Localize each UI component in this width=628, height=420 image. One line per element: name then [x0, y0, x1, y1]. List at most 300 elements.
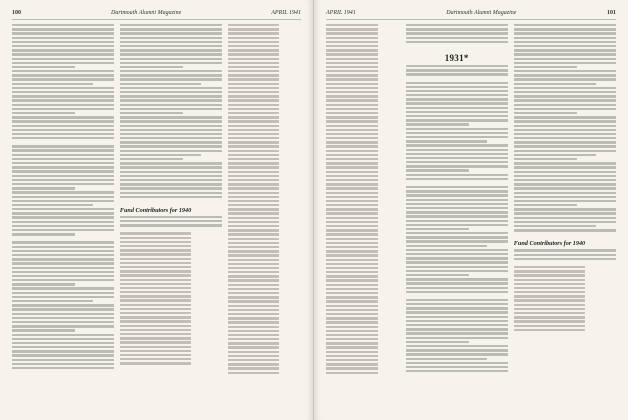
- text-line: [12, 329, 75, 331]
- name-list-line: [228, 250, 279, 252]
- text-line: [406, 107, 508, 109]
- text-line: [120, 137, 222, 139]
- name-list-line: [326, 250, 378, 252]
- name-list-line: [120, 358, 191, 360]
- name-list-line: [326, 246, 378, 248]
- right-running-head: [326, 10, 616, 20]
- text-line: [12, 28, 114, 30]
- name-list-line: [326, 279, 378, 281]
- text-line: [514, 129, 616, 131]
- text-line: [514, 32, 616, 34]
- name-list-line: [228, 288, 279, 290]
- name-list-line: [326, 271, 378, 273]
- name-list-line: [120, 346, 191, 348]
- text-line: [12, 74, 114, 76]
- name-list-line: [228, 372, 279, 374]
- name-list-line: [326, 284, 378, 286]
- text-line: [514, 41, 616, 43]
- text-line: [12, 275, 114, 277]
- name-list-line: [326, 267, 378, 269]
- text-line: [120, 141, 222, 143]
- text-line: [120, 187, 222, 189]
- name-list-line: [326, 196, 378, 198]
- name-list-line: [326, 342, 378, 344]
- name-list-line: [326, 112, 378, 114]
- name-list-line: [228, 351, 279, 353]
- text-line: [12, 258, 114, 260]
- name-list-line: [326, 150, 378, 152]
- text-line: [12, 91, 114, 93]
- name-list-line: [228, 24, 279, 26]
- name-list-line: [326, 70, 378, 72]
- text-line: [12, 350, 114, 352]
- text-line: [514, 229, 616, 231]
- text-line: [514, 154, 596, 156]
- name-list-line: [326, 259, 378, 261]
- text-line: [12, 233, 75, 235]
- text-line: [406, 316, 508, 318]
- name-list-line: [326, 212, 378, 214]
- text-line: [514, 175, 616, 177]
- text-line: [514, 133, 616, 135]
- text-line: [12, 166, 114, 168]
- name-list-line: [326, 367, 378, 369]
- name-list-line: [120, 354, 191, 356]
- text-line: [514, 183, 616, 185]
- name-list-line: [228, 37, 279, 39]
- text-line: [406, 190, 508, 192]
- name-list-line: [326, 58, 378, 60]
- text-line: [514, 62, 616, 64]
- text-line: [120, 91, 222, 93]
- name-list-line: [120, 341, 191, 343]
- right-column-1: [326, 24, 400, 412]
- name-list-line: [120, 253, 191, 255]
- name-list-line: [120, 283, 191, 285]
- text-line: [406, 144, 508, 146]
- name-list-line: [120, 308, 191, 310]
- name-list-line: [228, 355, 279, 357]
- name-list-line: [228, 317, 279, 319]
- text-line: [120, 125, 222, 127]
- name-list-line: [120, 350, 191, 352]
- name-list-line: [228, 158, 279, 160]
- name-list-line: [326, 187, 378, 189]
- text-line: [406, 94, 508, 96]
- name-list-line: [326, 171, 378, 173]
- name-list-line: [326, 120, 378, 122]
- text-line: [514, 120, 616, 122]
- name-list-line: [120, 295, 191, 297]
- text-line: [406, 215, 508, 217]
- text-line: [406, 203, 508, 205]
- text-line: [12, 317, 114, 319]
- name-list-line: [228, 141, 279, 143]
- text-line: [514, 171, 616, 173]
- text-line: [514, 192, 616, 194]
- name-list-line: [326, 305, 378, 307]
- name-list-line: [326, 83, 378, 85]
- name-list-line: [228, 49, 279, 51]
- text-line: [514, 200, 616, 202]
- name-list-line: [228, 53, 279, 55]
- name-list-line: [326, 91, 378, 93]
- name-list-line: [514, 325, 586, 327]
- text-line: [406, 123, 469, 125]
- text-line: [514, 217, 616, 219]
- paragraph-gap: [514, 233, 616, 237]
- left-running-date: APRIL 1941: [271, 10, 301, 16]
- text-line: [12, 120, 114, 122]
- text-line: [514, 104, 616, 106]
- name-list-line: [228, 74, 279, 76]
- text-line: [12, 78, 114, 80]
- name-list-line: [228, 342, 279, 344]
- text-line: [12, 279, 114, 281]
- text-line: [514, 87, 616, 89]
- text-line: [12, 149, 114, 151]
- right-page: [314, 0, 628, 420]
- text-line: [514, 162, 616, 164]
- name-list-line: [228, 192, 279, 194]
- name-list-line: [326, 300, 378, 302]
- name-list-line: [326, 225, 378, 227]
- text-line: [514, 166, 616, 168]
- text-line: [406, 291, 508, 293]
- name-list-line: [326, 108, 378, 110]
- text-line: [406, 24, 508, 26]
- text-line: [406, 211, 508, 213]
- name-list-line: [326, 62, 378, 64]
- name-list-line: [326, 338, 378, 340]
- text-line: [120, 171, 222, 173]
- text-line: [120, 53, 222, 55]
- name-list-line: [326, 363, 378, 365]
- text-line: [12, 359, 114, 361]
- text-line: [406, 82, 508, 84]
- text-line: [12, 45, 114, 47]
- name-list-line: [228, 284, 279, 286]
- text-line: [514, 95, 616, 97]
- text-line: [120, 28, 222, 30]
- name-list-line: [228, 367, 279, 369]
- name-list-line: [326, 309, 378, 311]
- text-line: [514, 254, 616, 256]
- name-list-line: [228, 120, 279, 122]
- name-list-line: [120, 325, 191, 327]
- name-list-line: [326, 275, 378, 277]
- name-list-line: [326, 317, 378, 319]
- text-line: [120, 179, 222, 181]
- name-list-line: [326, 87, 378, 89]
- text-line: [120, 32, 222, 34]
- name-list-line: [120, 287, 191, 289]
- text-line: [120, 216, 222, 218]
- text-line: [12, 175, 114, 177]
- name-list-line: [228, 221, 279, 223]
- name-list-line: [326, 28, 378, 30]
- name-list-line: [326, 326, 378, 328]
- name-list-line: [228, 263, 279, 265]
- text-line: [12, 145, 114, 147]
- text-line: [406, 328, 508, 330]
- text-line: [12, 32, 114, 34]
- text-line: [120, 183, 222, 185]
- name-list-line: [120, 258, 191, 260]
- text-line: [406, 270, 508, 272]
- name-list-line: [326, 355, 378, 357]
- text-line: [12, 363, 114, 365]
- paragraph-gap: [406, 45, 508, 49]
- text-line: [514, 66, 577, 68]
- name-list-line: [514, 279, 586, 281]
- name-list-line: [326, 192, 378, 194]
- fund-contributors-heading-left: Fund Contributors for 1940: [119, 206, 192, 214]
- text-line: [12, 216, 114, 218]
- name-list-line: [326, 254, 378, 256]
- name-list-line: [514, 291, 586, 293]
- text-line: [120, 83, 201, 85]
- text-line: [406, 149, 508, 151]
- text-line: [406, 132, 508, 134]
- text-line: [406, 358, 488, 360]
- text-line: [514, 108, 616, 110]
- text-line: [406, 178, 508, 180]
- text-line: [406, 111, 508, 113]
- text-line: [12, 58, 114, 60]
- text-line: [514, 49, 616, 51]
- text-line: [12, 338, 114, 340]
- text-line: [12, 116, 114, 118]
- text-line: [406, 161, 508, 163]
- name-list-line: [228, 58, 279, 60]
- text-line: [406, 41, 508, 43]
- name-list-line: [326, 200, 378, 202]
- text-line: [12, 221, 114, 223]
- text-line: [12, 200, 114, 202]
- text-line: [12, 254, 114, 256]
- right-column-2: [406, 24, 508, 412]
- text-line: [12, 225, 114, 227]
- name-list-line: [326, 95, 378, 97]
- name-list-line: [228, 296, 279, 298]
- text-line: [406, 119, 508, 121]
- text-line: [514, 196, 616, 198]
- text-line: [406, 257, 508, 259]
- name-list-line: [326, 346, 378, 348]
- text-line: [406, 266, 508, 268]
- text-line: [406, 140, 488, 142]
- name-list-line: [228, 183, 279, 185]
- text-line: [12, 108, 114, 110]
- name-list-line: [228, 321, 279, 323]
- text-line: [406, 224, 508, 226]
- name-list-line: [228, 108, 279, 110]
- left-column-1: [12, 24, 114, 412]
- text-line: [12, 283, 75, 285]
- name-list-line: [120, 316, 191, 318]
- name-list-line: [326, 104, 378, 106]
- name-list-line: [326, 137, 378, 139]
- text-line: [120, 192, 222, 194]
- text-line: [406, 228, 469, 230]
- text-line: [12, 241, 114, 243]
- text-line: [120, 129, 222, 131]
- name-list-line: [120, 232, 191, 234]
- name-list-line: [326, 45, 378, 47]
- name-list-line: [228, 271, 279, 273]
- name-list-line: [326, 145, 378, 147]
- text-line: [120, 145, 222, 147]
- text-line: [514, 83, 596, 85]
- name-list-line: [514, 283, 586, 285]
- text-line: [514, 37, 616, 39]
- name-list-line: [514, 266, 586, 268]
- text-line: [406, 90, 508, 92]
- text-line: [12, 304, 114, 306]
- text-line: [12, 37, 114, 39]
- name-list-line: [120, 241, 191, 243]
- text-line: [406, 345, 508, 347]
- name-list-line: [326, 141, 378, 143]
- text-line: [12, 99, 114, 101]
- name-list-line: [228, 305, 279, 307]
- text-line: [514, 116, 616, 118]
- name-list-line: [120, 274, 191, 276]
- name-list-line: [326, 183, 378, 185]
- name-list-line: [228, 217, 279, 219]
- paragraph-gap: [406, 78, 508, 82]
- name-list-line: [326, 41, 378, 43]
- name-list-line: [228, 254, 279, 256]
- text-line: [406, 366, 508, 368]
- text-line: [12, 133, 114, 135]
- text-line: [406, 311, 508, 313]
- text-line: [120, 116, 222, 118]
- text-line: [120, 58, 222, 60]
- text-line: [12, 229, 114, 231]
- name-list-line: [514, 295, 586, 297]
- text-line: [12, 212, 114, 214]
- name-list-line: [120, 333, 191, 335]
- text-line: [406, 245, 488, 247]
- text-line: [406, 186, 508, 188]
- name-list-line: [120, 329, 191, 331]
- text-line: [120, 158, 183, 160]
- text-line: [120, 95, 222, 97]
- name-list-line: [228, 28, 279, 30]
- text-line: [406, 236, 508, 238]
- name-list-line: [326, 296, 378, 298]
- name-list-line: [228, 187, 279, 189]
- text-line: [12, 287, 114, 289]
- name-list-line: [228, 242, 279, 244]
- right-columns: [326, 24, 616, 412]
- text-line: [514, 141, 616, 143]
- name-list-line: [326, 238, 378, 240]
- name-list-line: [326, 321, 378, 323]
- text-line: [514, 150, 616, 152]
- text-line: [514, 91, 616, 93]
- left-page-number: 100: [12, 10, 21, 16]
- name-list-line: [228, 359, 279, 361]
- text-line: [514, 158, 577, 160]
- name-list-line: [228, 363, 279, 365]
- name-list-line: [120, 262, 191, 264]
- name-list-line: [514, 299, 586, 301]
- text-line: [514, 208, 616, 210]
- text-line: [120, 78, 222, 80]
- text-line: [12, 87, 114, 89]
- name-list-line: [326, 154, 378, 156]
- text-line: [12, 129, 114, 131]
- left-columns: [12, 24, 301, 412]
- text-line: [406, 28, 508, 30]
- name-list-line: [514, 329, 586, 331]
- text-line: [12, 104, 114, 106]
- text-line: [12, 334, 114, 336]
- text-line: [120, 49, 222, 51]
- text-line: [514, 58, 616, 60]
- text-line: [514, 78, 616, 80]
- text-line: [406, 37, 508, 39]
- left-running-title: Dartmouth Alumni Magazine: [111, 10, 182, 16]
- name-list-line: [228, 259, 279, 261]
- text-line: [12, 170, 114, 172]
- text-line: [12, 246, 114, 248]
- text-line: [406, 353, 508, 355]
- name-list-line: [326, 330, 378, 332]
- text-line: [12, 271, 114, 273]
- text-line: [406, 303, 508, 305]
- text-line: [120, 154, 201, 156]
- text-line: [406, 299, 508, 301]
- text-line: [406, 370, 508, 372]
- name-list-line: [228, 175, 279, 177]
- left-running-head: [12, 10, 301, 20]
- name-list-line: [228, 45, 279, 47]
- text-line: [406, 261, 508, 263]
- text-line: [12, 66, 75, 68]
- text-line: [514, 145, 616, 147]
- text-line: [12, 300, 93, 302]
- name-list-line: [228, 133, 279, 135]
- text-line: [120, 87, 222, 89]
- name-list-line: [228, 196, 279, 198]
- text-line: [12, 208, 114, 210]
- text-line: [12, 325, 114, 327]
- name-list-line: [326, 229, 378, 231]
- text-line: [120, 24, 222, 26]
- text-line: [406, 73, 508, 75]
- name-list-line: [120, 237, 191, 239]
- text-line: [12, 262, 114, 264]
- text-line: [12, 95, 114, 97]
- text-line: [406, 165, 508, 167]
- name-list-line: [228, 87, 279, 89]
- name-list-line: [228, 326, 279, 328]
- left-column-3: [228, 24, 301, 412]
- name-list-line: [326, 78, 378, 80]
- name-list-line: [514, 312, 586, 314]
- text-line: [406, 207, 508, 209]
- right-column-3: [514, 24, 616, 412]
- name-list-line: [326, 263, 378, 265]
- text-line: [514, 225, 596, 227]
- text-line: [514, 112, 577, 114]
- name-list-line: [228, 229, 279, 231]
- name-list-line: [228, 166, 279, 168]
